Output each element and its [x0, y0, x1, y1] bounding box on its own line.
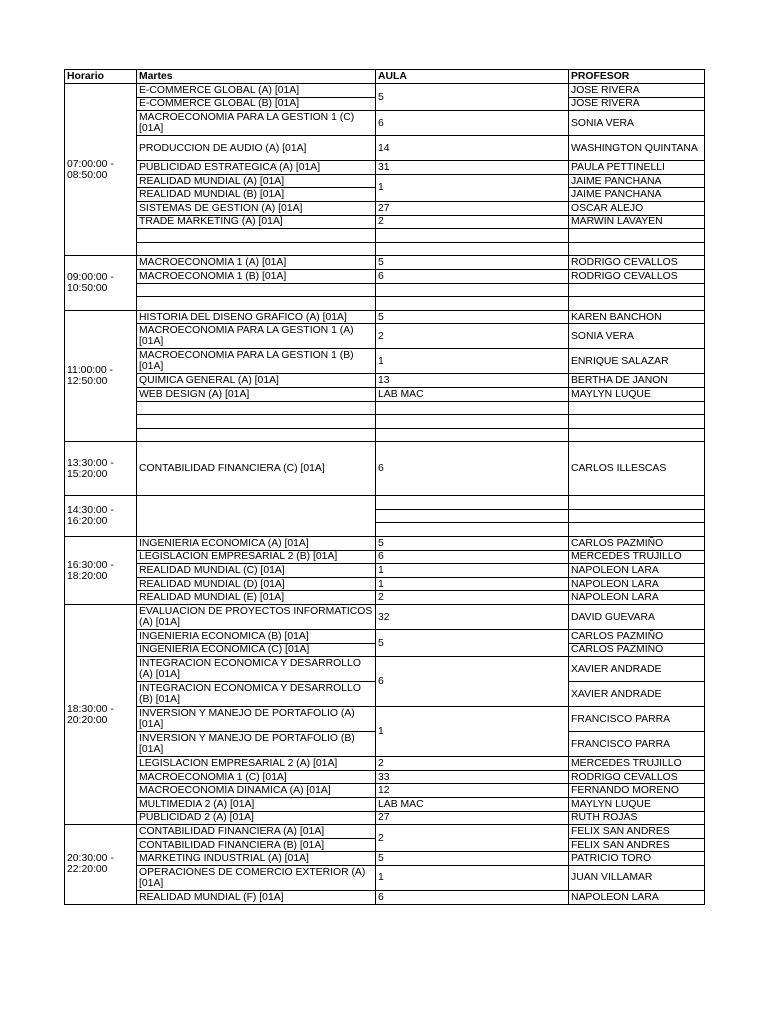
aula-cell: 1 — [376, 564, 569, 578]
course-cell: CONTABILIDAD FINANCIERA (C) [01A] — [137, 442, 376, 496]
table-row — [65, 852, 705, 866]
aula-cell: LAB MAC — [376, 387, 569, 401]
profesor-cell: XAVIER ANDRADE — [569, 682, 705, 707]
profesor-cell: SONIA VERA — [569, 111, 705, 136]
empty-cell — [137, 229, 376, 243]
empty-cell — [569, 283, 705, 297]
course-cell: INVERSION Y MANEJO DE PORTAFOLIO (A) [01A] — [137, 707, 376, 732]
aula-cell: 31 — [376, 161, 569, 175]
empty-row — [65, 297, 705, 311]
course-cell: E-COMMERCE GLOBAL (A) [01A] — [137, 84, 376, 98]
course-cell: SISTEMAS DE GESTION (A) [01A] — [137, 201, 376, 215]
profesor-cell: MAYLYN LUQUE — [569, 387, 705, 401]
empty-cell — [569, 523, 705, 537]
course-cell: CONTABILIDAD FINANCIERA (B) [01A] — [137, 838, 376, 852]
aula-cell: 13 — [376, 374, 569, 388]
profesor-cell: WASHINGTON QUINTANA — [569, 136, 705, 161]
aula-cell: 27 — [376, 811, 569, 825]
table-row — [65, 770, 705, 784]
aula-cell: 2 — [376, 324, 569, 349]
empty-cell — [569, 401, 705, 415]
course-cell: INGENIERIA ECONOMICA (B) [01A] — [137, 630, 376, 644]
course-cell: INGENIERIA ECONOMICA (C) [01A] — [137, 643, 376, 657]
course-cell: MACROECONOMIA PARA LA GESTION 1 (B) [01A] — [137, 349, 376, 374]
empty-cell — [569, 428, 705, 442]
table-row — [65, 136, 705, 161]
aula-cell: 6 — [376, 269, 569, 283]
time-slot: 18:30:00 - 20:20:00 — [65, 605, 137, 825]
aula-cell: 5 — [376, 310, 569, 324]
course-cell: LEGISLACION EMPRESARIAL 2 (B) [01A] — [137, 550, 376, 564]
profesor-cell: JUAN VILLAMAR — [569, 865, 705, 890]
profesor-cell: OSCAR ALEJO — [569, 201, 705, 215]
course-cell: OPERACIONES DE COMERCIO EXTERIOR (A) [01A] — [137, 865, 376, 890]
time-slot: 11:00:00 - 12:50:00 — [65, 310, 137, 442]
aula-cell: 12 — [376, 784, 569, 798]
table-row — [65, 215, 705, 229]
profesor-cell: ENRIQUE SALAZAR — [569, 349, 705, 374]
table-row — [65, 374, 705, 388]
empty-cell — [137, 415, 376, 429]
profesor-cell: BERTHA DE JANON — [569, 374, 705, 388]
aula-cell: 2 — [376, 215, 569, 229]
table-row — [65, 657, 705, 682]
aula-cell: 2 — [376, 757, 569, 771]
table-row — [65, 111, 705, 136]
profesor-cell: JOSE RIVERA — [569, 84, 705, 98]
empty-cell — [137, 428, 376, 442]
course-cell: CONTABILIDAD FINANCIERA (A) [01A] — [137, 825, 376, 839]
schedule-table — [64, 69, 705, 905]
time-slot: 07:00:00 - 08:50:00 — [65, 84, 137, 256]
profesor-cell: NAPOLEON LARA — [569, 591, 705, 605]
profesor-cell: JAIME PANCHANA — [569, 188, 705, 202]
empty-row — [65, 428, 705, 442]
profesor-cell: NAPOLEON LARA — [569, 890, 705, 904]
aula-cell: 1 — [376, 865, 569, 890]
empty-cell — [376, 415, 569, 429]
table-row — [65, 798, 705, 812]
course-cell: HISTORIA DEL DISENO GRAFICO (A) [01A] — [137, 310, 376, 324]
profesor-cell: KAREN BANCHON — [569, 310, 705, 324]
course-cell: MACROECONOMIA PARA LA GESTION 1 (C) [01A] — [137, 111, 376, 136]
aula-cell: 32 — [376, 605, 569, 630]
empty-cell — [376, 523, 569, 537]
table-row — [65, 174, 705, 188]
profesor-cell: CARLOS ILLESCAS — [569, 442, 705, 496]
time-slot: 14:30:00 - 16:20:00 — [65, 496, 137, 537]
aula-cell: 6 — [376, 657, 569, 707]
profesor-cell: FRANCISCO PARRA — [569, 707, 705, 732]
profesor-cell: FRANCISCO PARRA — [569, 732, 705, 757]
table-row — [65, 349, 705, 374]
empty-cell — [376, 297, 569, 311]
profesor-cell: CARLOS PAZMIÑO — [569, 643, 705, 657]
table-row — [65, 269, 705, 283]
aula-cell: 1 — [376, 577, 569, 591]
profesor-cell: NAPOLEON LARA — [569, 564, 705, 578]
course-cell: LEGISLACION EMPRESARIAL 2 (A) [01A] — [137, 757, 376, 771]
aula-cell: 5 — [376, 852, 569, 866]
course-cell: INTEGRACION ECONOMICA Y DESARROLLO (A) [01A] — [137, 657, 376, 682]
empty-row — [65, 496, 705, 510]
profesor-cell: MERCEDES TRUJILLO — [569, 757, 705, 771]
empty-cell — [569, 297, 705, 311]
aula-cell: 6 — [376, 442, 569, 496]
profesor-cell: PATRICIO TORO — [569, 852, 705, 866]
profesor-cell: MAYLYN LUQUE — [569, 798, 705, 812]
aula-cell: 5 — [376, 256, 569, 270]
course-cell: REALIDAD MUNDIAL (E) [01A] — [137, 591, 376, 605]
empty-row — [65, 283, 705, 297]
empty-cell — [137, 283, 376, 297]
profesor-cell: DAVID GUEVARA — [569, 605, 705, 630]
profesor-cell: CARLOS PAZMIÑO — [569, 630, 705, 644]
table-row — [65, 201, 705, 215]
course-cell: TRADE MARKETING (A) [01A] — [137, 215, 376, 229]
table-row — [65, 537, 705, 551]
empty-cell — [376, 229, 569, 243]
course-cell: MACROECONOMIA 1 (C) [01A] — [137, 770, 376, 784]
course-cell: MULTIMEDIA 2 (A) [01A] — [137, 798, 376, 812]
course-cell: INGENIERIA ECONOMICA (A) [01A] — [137, 537, 376, 551]
empty-row — [65, 415, 705, 429]
profesor-cell: RUTH ROJAS — [569, 811, 705, 825]
profesor-cell: NAPOLEON LARA — [569, 577, 705, 591]
empty-cell — [376, 496, 569, 510]
table-row — [65, 577, 705, 591]
aula-cell: 1 — [376, 707, 569, 757]
table-row — [65, 890, 705, 904]
empty-cell — [569, 415, 705, 429]
profesor-cell: CARLOS PAZMIÑO — [569, 537, 705, 551]
table-row — [65, 161, 705, 175]
empty-cell — [137, 297, 376, 311]
table-row — [65, 550, 705, 564]
empty-cell — [137, 242, 376, 256]
course-cell: INTEGRACION ECONOMICA Y DESARROLLO (B) [01A] — [137, 682, 376, 707]
empty-cell — [376, 428, 569, 442]
table-row — [65, 442, 705, 496]
course-cell: REALIDAD MUNDIAL (F) [01A] — [137, 890, 376, 904]
aula-cell: 5 — [376, 84, 569, 111]
profesor-cell: FELIX SAN ANDRES — [569, 825, 705, 839]
aula-cell: 6 — [376, 890, 569, 904]
course-cell: REALIDAD MUNDIAL (A) [01A] — [137, 174, 376, 188]
time-slot: 09:00:00 - 10:50:00 — [65, 256, 137, 310]
course-cell: INVERSION Y MANEJO DE PORTAFOLIO (B) [01A] — [137, 732, 376, 757]
profesor-cell: FERNANDO MORENO — [569, 784, 705, 798]
empty-cell — [569, 229, 705, 243]
table-row — [65, 757, 705, 771]
table-row — [65, 605, 705, 630]
course-cell: WEB DESIGN (A) [01A] — [137, 387, 376, 401]
aula-cell: 27 — [376, 201, 569, 215]
table-row — [65, 591, 705, 605]
aula-cell: 33 — [376, 770, 569, 784]
aula-cell: LAB MAC — [376, 798, 569, 812]
table-row — [65, 564, 705, 578]
profesor-cell: XAVIER ANDRADE — [569, 657, 705, 682]
header-aula: AULA — [376, 70, 569, 84]
aula-cell: 1 — [376, 174, 569, 201]
time-slot: 13:30:00 - 15:20:00 — [65, 442, 137, 496]
course-cell: REALIDAD MUNDIAL (B) [01A] — [137, 188, 376, 202]
empty-cell — [376, 401, 569, 415]
course-cell: MARKETING INDUSTRIAL (A) [01A] — [137, 852, 376, 866]
empty-cell — [569, 509, 705, 523]
course-cell: REALIDAD MUNDIAL (D) [01A] — [137, 577, 376, 591]
aula-cell: 5 — [376, 537, 569, 551]
course-cell: MACROECONOMIA 1 (B) [01A] — [137, 269, 376, 283]
table-row — [65, 324, 705, 349]
profesor-cell: RODRIGO CEVALLOS — [569, 269, 705, 283]
table-row — [65, 256, 705, 270]
aula-cell: 6 — [376, 550, 569, 564]
table-row — [65, 865, 705, 890]
course-cell: EVALUACION DE PROYECTOS INFORMATICOS (A) [01A] — [137, 605, 376, 630]
time-slot: 20:30:00 - 22:20:00 — [65, 825, 137, 904]
profesor-cell: JAIME PANCHANA — [569, 174, 705, 188]
aula-cell: 6 — [376, 111, 569, 136]
profesor-cell: PAULA PETTINELLI — [569, 161, 705, 175]
profesor-cell: SONIA VERA — [569, 324, 705, 349]
table-row — [65, 630, 705, 644]
empty-cell — [569, 242, 705, 256]
course-cell: MACROECONOMIA PARA LA GESTION 1 (A) [01A] — [137, 324, 376, 349]
aula-cell: 1 — [376, 349, 569, 374]
course-cell: MACROECONOMIA 1 (A) [01A] — [137, 256, 376, 270]
header-horario: Horario — [65, 70, 137, 84]
empty-row — [65, 229, 705, 243]
empty-cell — [137, 401, 376, 415]
course-cell: PRODUCCION DE AUDIO (A) [01A] — [137, 136, 376, 161]
header-profesor: PROFESOR — [569, 70, 705, 84]
course-cell: PUBLICIDAD 2 (A) [01A] — [137, 811, 376, 825]
course-cell: MACROECONOMIA DINAMICA (A) [01A] — [137, 784, 376, 798]
empty-cell — [376, 242, 569, 256]
table-row — [65, 811, 705, 825]
header-day: Martes — [137, 70, 376, 84]
profesor-cell: MERCEDES TRUJILLO — [569, 550, 705, 564]
table-row — [65, 310, 705, 324]
profesor-cell: FELIX SAN ANDRES — [569, 838, 705, 852]
profesor-cell: MARWIN LAVAYEN — [569, 215, 705, 229]
table-row — [65, 387, 705, 401]
course-cell: REALIDAD MUNDIAL (C) [01A] — [137, 564, 376, 578]
time-slot: 16:30:00 - 18:20:00 — [65, 537, 137, 605]
table-row — [65, 707, 705, 732]
table-row — [65, 84, 705, 98]
profesor-cell: JOSE RIVERA — [569, 97, 705, 111]
course-cell: PUBLICIDAD ESTRATEGICA (A) [01A] — [137, 161, 376, 175]
empty-row — [65, 401, 705, 415]
empty-course-cell — [137, 496, 376, 537]
header-row — [65, 70, 705, 84]
aula-cell: 14 — [376, 136, 569, 161]
table-row — [65, 784, 705, 798]
aula-cell: 2 — [376, 591, 569, 605]
empty-cell — [569, 496, 705, 510]
profesor-cell: RODRIGO CEVALLOS — [569, 256, 705, 270]
table-row — [65, 825, 705, 839]
course-cell: E-COMMERCE GLOBAL (B) [01A] — [137, 97, 376, 111]
aula-cell: 2 — [376, 825, 569, 852]
empty-row — [65, 242, 705, 256]
profesor-cell: RODRIGO CEVALLOS — [569, 770, 705, 784]
empty-cell — [376, 509, 569, 523]
course-cell: QUIMICA GENERAL (A) [01A] — [137, 374, 376, 388]
aula-cell: 5 — [376, 630, 569, 657]
empty-cell — [376, 283, 569, 297]
